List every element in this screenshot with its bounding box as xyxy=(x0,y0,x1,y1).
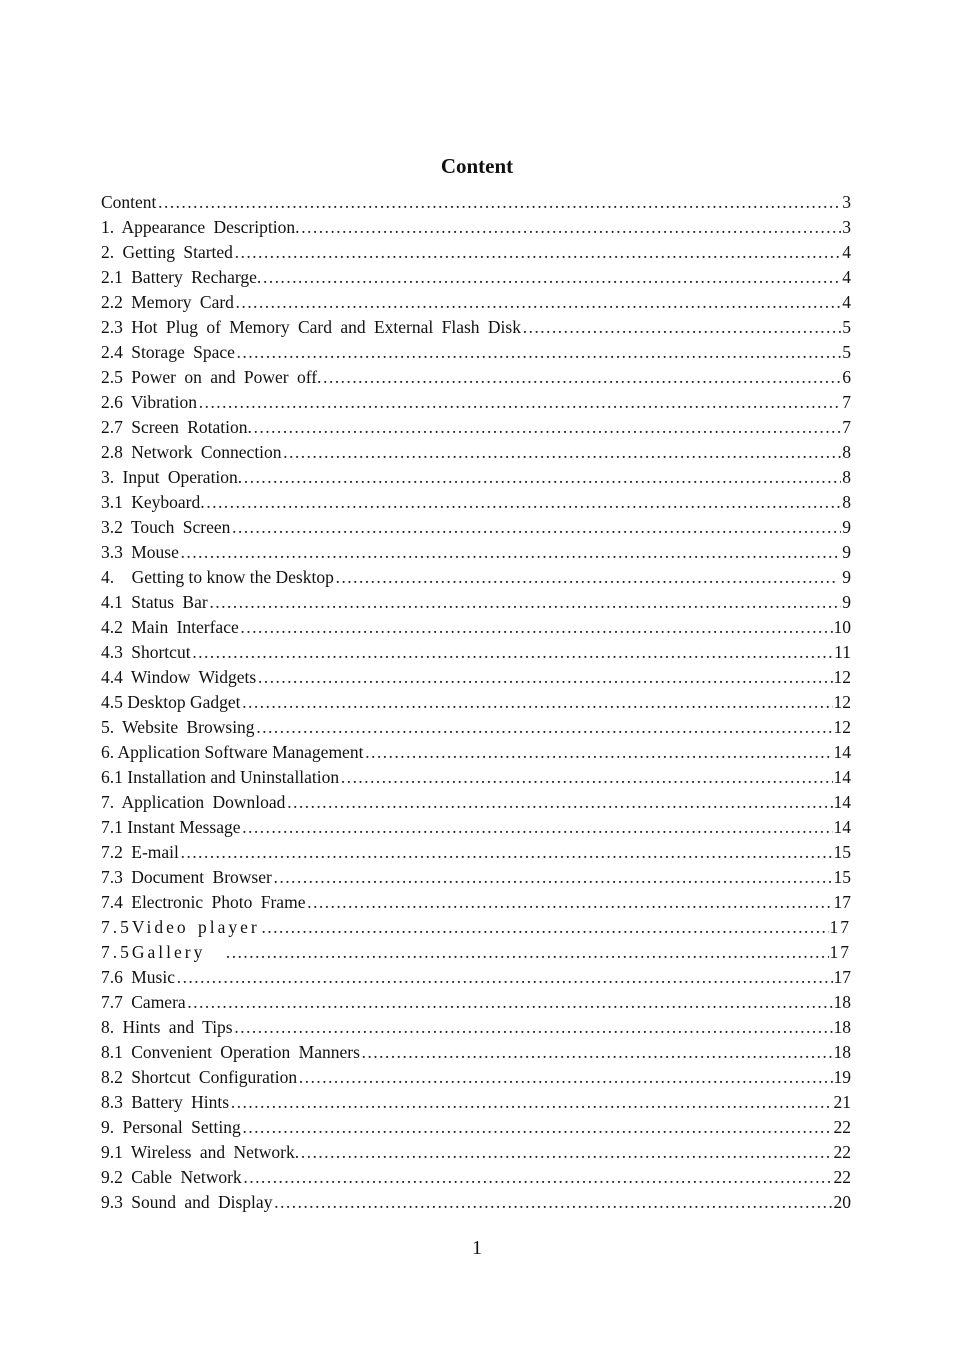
toc-entry-label: 7.5Gallery xyxy=(101,942,225,962)
toc-dot-leader xyxy=(361,1040,833,1065)
toc-entry-page: 10 xyxy=(833,617,851,637)
toc-entry-page: 4 xyxy=(842,242,851,262)
toc-entry-page: 9 xyxy=(842,517,851,537)
toc-entry xyxy=(101,465,851,490)
toc-entry-label: 9.1 Wireless and Network. xyxy=(101,1142,300,1162)
toc-entry xyxy=(101,865,851,890)
toc-dot-leader xyxy=(180,840,833,865)
toc-entry xyxy=(101,1190,851,1215)
toc-entry xyxy=(101,190,851,215)
toc-entry-label: 2. Getting Started xyxy=(101,242,233,262)
toc-entry xyxy=(101,940,851,965)
toc-dot-leader xyxy=(192,640,834,665)
toc-dot-leader xyxy=(257,665,832,690)
toc-entry-label: 7.6 Music xyxy=(101,967,175,987)
toc-entry-label: 4. Getting to know the Desktop xyxy=(101,567,334,587)
toc-entry xyxy=(101,965,851,990)
toc-entry-page: 7 xyxy=(842,417,851,437)
toc-entry-page: 9 xyxy=(837,567,851,587)
toc-dot-leader xyxy=(256,715,833,740)
toc-entry-page: 17 xyxy=(833,967,851,987)
toc-entry-label: 7. Application Download xyxy=(101,792,286,812)
toc-entry-page: 9 xyxy=(842,542,851,562)
toc-entry-page: 9 xyxy=(842,592,851,612)
page-title: Content xyxy=(440,154,514,178)
toc-entry-page: 5 xyxy=(842,342,851,362)
toc-entry xyxy=(101,540,851,565)
toc-dot-leader xyxy=(340,765,832,790)
toc-dot-leader xyxy=(253,415,841,440)
page-number: 1 xyxy=(472,1237,482,1259)
toc-dot-leader xyxy=(300,215,841,240)
toc-entry-label: 3. Input Operation. xyxy=(101,467,243,487)
toc-entry xyxy=(101,1090,851,1115)
toc-entry xyxy=(101,215,851,240)
toc-entry xyxy=(101,915,851,940)
toc-entry-page: 6 xyxy=(842,367,851,387)
toc-entry-label: 7.4 Electronic Photo Frame xyxy=(101,892,306,912)
toc-entry-label: 4.2 Main Interface xyxy=(101,617,239,637)
toc-dot-leader xyxy=(180,540,841,565)
toc-entry-page: 8 xyxy=(842,467,851,487)
toc-entry-page: 14 xyxy=(833,742,851,762)
toc-entry-page: 7 xyxy=(842,392,851,412)
toc-entry-page: 12 xyxy=(833,667,851,687)
toc-dot-leader xyxy=(298,1065,832,1090)
toc-entry-label: 4.1 Status Bar xyxy=(101,592,208,612)
toc-entry xyxy=(101,1040,851,1065)
toc-entry-page: 18 xyxy=(833,1042,851,1062)
toc-entry-label: 3.3 Mouse xyxy=(101,542,179,562)
toc-dot-leader xyxy=(206,490,842,515)
toc-entry-label: 2.2 Memory Card xyxy=(101,292,234,312)
toc-entry-label: 8.3 Battery Hints xyxy=(101,1092,230,1112)
toc-dot-leader xyxy=(157,190,841,215)
toc-entry xyxy=(101,440,851,465)
toc-entry-label: 8. Hints and Tips xyxy=(101,1017,233,1037)
toc-entry-page: 22 xyxy=(833,1167,851,1187)
toc-entry xyxy=(101,290,851,315)
toc-entry xyxy=(101,340,851,365)
toc-entry-label: 9. Personal Setting xyxy=(101,1117,241,1137)
toc-dot-leader xyxy=(261,915,829,940)
toc-entry xyxy=(101,890,851,915)
toc-dot-leader xyxy=(273,865,833,890)
toc-dot-leader xyxy=(198,390,841,415)
toc-entry-label: 4.4 Window Widgets xyxy=(101,667,257,687)
toc-entry-label: 4.3 Shortcut xyxy=(101,642,191,662)
toc-entry-label: 2.1 Battery Recharge. xyxy=(101,267,262,287)
toc-entry-page: 12 xyxy=(833,717,851,737)
toc-entry-page: 18 xyxy=(833,1017,851,1037)
toc-entry-label: 7.2 E-mail xyxy=(101,842,179,862)
toc-entry-page: 3 xyxy=(842,192,851,212)
toc-entry xyxy=(101,740,851,765)
toc-entry xyxy=(101,515,851,540)
toc-entry-page: 8 xyxy=(842,442,851,462)
toc-dot-leader xyxy=(286,790,832,815)
toc-entry-label: 2.3 Hot Plug of Memory Card and External Flash Disk xyxy=(101,317,521,337)
toc-entry-label: 6.1 Installation and Uninstallation xyxy=(101,767,340,787)
toc-entry-page: 14 xyxy=(833,792,851,812)
toc-dot-leader xyxy=(243,1165,833,1190)
toc-dot-leader xyxy=(187,990,833,1015)
toc-dot-leader xyxy=(242,690,833,715)
toc-entry-page: 19 xyxy=(833,1067,851,1087)
toc-entry-label: 6. Application Software Management xyxy=(101,742,364,762)
toc-entry xyxy=(101,615,851,640)
toc-entry xyxy=(101,665,851,690)
toc-dot-leader xyxy=(306,890,832,915)
table-of-contents xyxy=(101,190,851,1215)
toc-entry-label: 2.4 Storage Space xyxy=(101,342,235,362)
toc-entry-label: 9.3 Sound and Display xyxy=(101,1192,273,1212)
toc-entry-page: 21 xyxy=(833,1092,851,1112)
toc-entry-page: 5 xyxy=(842,317,851,337)
toc-entry xyxy=(101,765,851,790)
toc-entry xyxy=(101,590,851,615)
toc-dot-leader xyxy=(522,315,841,340)
toc-dot-leader xyxy=(364,740,832,765)
toc-entry xyxy=(101,790,851,815)
toc-entry xyxy=(101,715,851,740)
toc-entry-page: 17 xyxy=(829,942,851,962)
toc-dot-leader xyxy=(273,1190,832,1215)
toc-dot-leader xyxy=(236,340,841,365)
toc-dot-leader xyxy=(243,465,841,490)
toc-entry xyxy=(101,415,851,440)
toc-dot-leader xyxy=(242,1115,833,1140)
toc-entry-label: 3.2 Touch Screen xyxy=(101,517,231,537)
toc-entry-page: 12 xyxy=(833,692,851,712)
toc-entry-label: 8.1 Convenient Operation Manners xyxy=(101,1042,360,1062)
toc-entry-page: 4 xyxy=(842,267,851,287)
toc-dot-leader xyxy=(176,965,833,990)
toc-dot-leader xyxy=(300,1140,832,1165)
toc-entry-page: 8 xyxy=(842,492,851,512)
toc-entry-page: 3 xyxy=(842,217,851,237)
toc-dot-leader xyxy=(230,1090,832,1115)
toc-dot-leader xyxy=(335,565,837,590)
toc-entry-label: 2.5 Power on and Power off. xyxy=(101,367,322,387)
toc-entry-page: 15 xyxy=(833,842,851,862)
toc-entry xyxy=(101,1140,851,1165)
toc-entry xyxy=(101,265,851,290)
toc-entry xyxy=(101,690,851,715)
toc-dot-leader xyxy=(225,940,828,965)
toc-dot-leader xyxy=(242,815,833,840)
toc-entry xyxy=(101,990,851,1015)
toc-dot-leader xyxy=(234,240,841,265)
toc-entry-label: 8.2 Shortcut Configuration xyxy=(101,1067,298,1087)
toc-entry-label: Content xyxy=(101,192,157,212)
toc-entry xyxy=(101,365,851,390)
toc-entry xyxy=(101,1065,851,1090)
toc-entry xyxy=(101,1165,851,1190)
toc-entry xyxy=(101,1015,851,1040)
toc-entry xyxy=(101,1115,851,1140)
toc-entry-label: 9.2 Cable Network xyxy=(101,1167,242,1187)
toc-entry xyxy=(101,315,851,340)
toc-entry xyxy=(101,390,851,415)
toc-dot-leader xyxy=(209,590,842,615)
toc-entry-label: 7.5Video player xyxy=(101,917,260,937)
toc-entry xyxy=(101,490,851,515)
toc-entry-page: 18 xyxy=(833,992,851,1012)
toc-entry-page: 17 xyxy=(829,917,851,937)
toc-entry-label: 7.7 Camera xyxy=(101,992,186,1012)
toc-entry-label: 2.7 Screen Rotation. xyxy=(101,417,252,437)
toc-entry-page: 14 xyxy=(833,767,851,787)
toc-entry-page: 14 xyxy=(833,817,851,837)
toc-dot-leader xyxy=(231,515,841,540)
toc-entry-page: 15 xyxy=(833,867,851,887)
toc-entry-label: 2.6 Vibration xyxy=(101,392,197,412)
toc-entry-label: 2.8 Network Connection xyxy=(101,442,282,462)
toc-entry-page: 22 xyxy=(833,1117,851,1137)
toc-dot-leader xyxy=(322,365,841,390)
toc-entry-label: 4.5 Desktop Gadget xyxy=(101,692,241,712)
toc-entry-page: 11 xyxy=(834,642,851,662)
toc-entry xyxy=(101,640,851,665)
toc-dot-leader xyxy=(240,615,833,640)
toc-entry-label: 5. Website Browsing xyxy=(101,717,255,737)
toc-entry-label: 7.3 Document Browser xyxy=(101,867,272,887)
toc-entry-page: 22 xyxy=(833,1142,851,1162)
toc-entry-page: 4 xyxy=(842,292,851,312)
toc-dot-leader xyxy=(235,290,841,315)
toc-entry-label: 7.1 Instant Message xyxy=(101,817,241,837)
toc-entry-label: 3.1 Keyboard. xyxy=(101,492,205,512)
toc-dot-leader xyxy=(234,1015,833,1040)
toc-entry xyxy=(101,815,851,840)
toc-entry xyxy=(101,565,851,590)
toc-entry-page: 20 xyxy=(833,1192,851,1212)
toc-entry xyxy=(101,840,851,865)
toc-entry-label: 1. Appearance Description. xyxy=(101,217,300,237)
toc-entry-page: 17 xyxy=(833,892,851,912)
toc-dot-leader xyxy=(283,440,842,465)
toc-entry xyxy=(101,240,851,265)
toc-dot-leader xyxy=(262,265,841,290)
